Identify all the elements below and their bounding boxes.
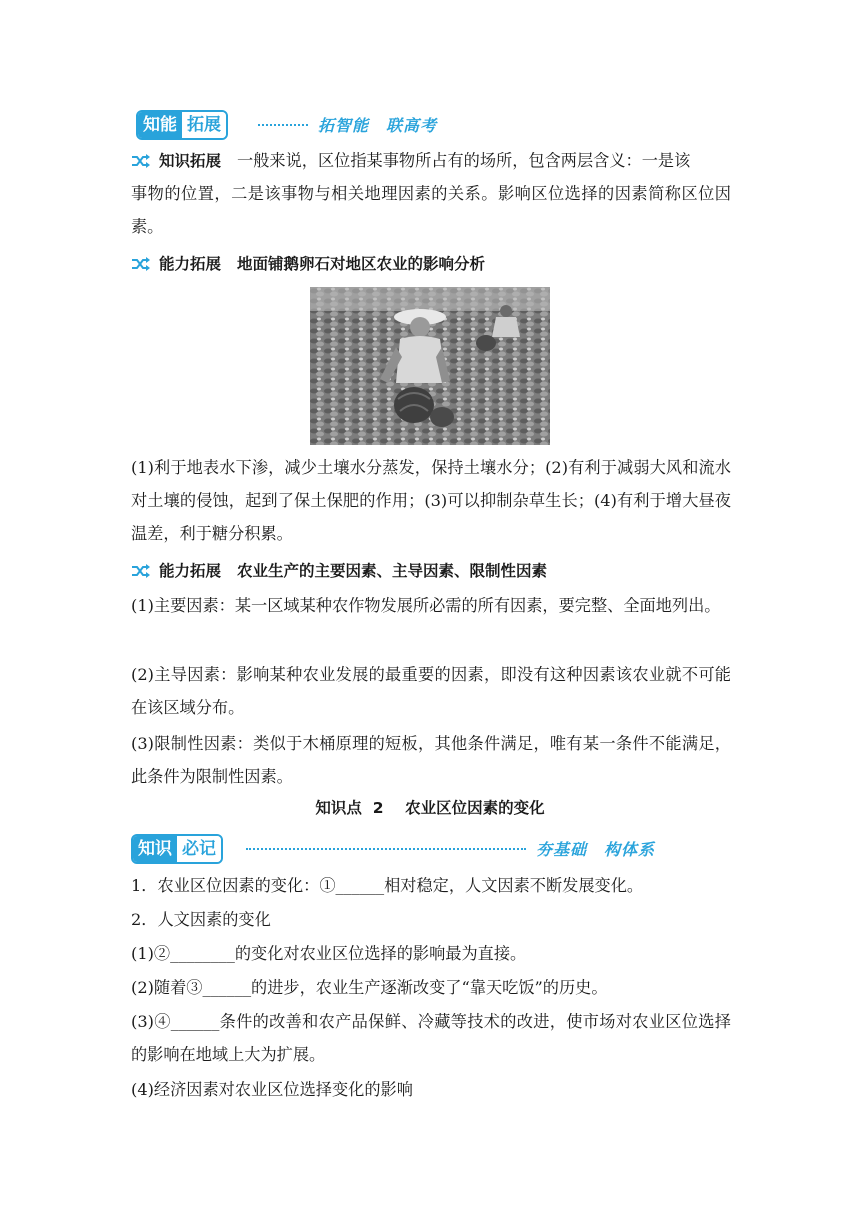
- factor-item-1: (1)主要因素：某一区域某种农作物发展所必需的所有因素，要完整、全面地列出。: [131, 596, 721, 615]
- knowledge-point-2-title: 知识点 2 农业区位因素的变化: [315, 799, 545, 817]
- dotted-divider: [258, 124, 308, 126]
- section-tagline: 夯基础 构体系: [536, 840, 656, 859]
- ability-extension-heading-2: [131, 559, 547, 583]
- ability-extension-heading-1: [131, 252, 485, 276]
- shuffle-arrow-icon: [131, 256, 151, 272]
- badge-right: 拓展: [182, 112, 226, 138]
- list-item: (1)②________的变化对农业区位选择的影响最为直接。: [131, 944, 527, 963]
- knowledge-extension-heading: [131, 149, 690, 173]
- badge-left: 知能: [138, 112, 182, 138]
- watermelon-field-photo: [310, 287, 550, 445]
- knowledge-extension-text: 一般来说，区位指某事物所占有的场所，包含两层含义：一是该: [237, 151, 691, 170]
- ability-extension-1-paragraph: (1)利于地表水下渗，减少土壤水分蒸发，保持土壤水分；(2)有利于减弱大风和流水对土壤的侵蚀，起到了保土保肥的作用；(3)可以抑制杂草生长；(4)有利于增大昼夜温差，利于糖分积累。: [131, 458, 731, 543]
- list-item: 2．人文因素的变化: [131, 910, 271, 929]
- section-badge-zhineng-tuozhan: [136, 110, 228, 140]
- ability-extension-title: 地面铺鹅卵石对地区农业的影响分析: [237, 255, 486, 273]
- section-tagline: 拓智能 联高考: [318, 116, 438, 135]
- knowledge-extension-label: 知识拓展: [159, 152, 222, 170]
- factor-item-2: (2)主导因素：影响某种农业发展的最重要的因素，即没有这种因素该农业就不可能在该区域分布。: [131, 665, 731, 717]
- knowledge-extension-continuation: 事物的位置，二是该事物与相关地理因素的关系。影响区位选择的因素简称区位因素。: [131, 184, 731, 236]
- ability-extension-label: 能力拓展: [159, 562, 222, 580]
- shuffle-arrow-icon: [131, 153, 151, 169]
- shuffle-arrow-icon: [131, 563, 151, 579]
- list-item: 1．农业区位因素的变化：①______相对稳定，人文因素不断发展变化。: [131, 876, 644, 895]
- list-item: (3)④______条件的改善和农产品保鲜、冷藏等技术的改进，使市场对农业区位选择的影响在地域上大为扩展。: [131, 1012, 731, 1064]
- ability-extension-title: 农业生产的主要因素、主导因素、限制性因素: [237, 562, 548, 580]
- section-badge-zhishi-biji: [131, 834, 223, 864]
- list-item: (4)经济因素对农业区位选择变化的影响: [131, 1080, 413, 1099]
- list-item: (2)随着③______的进步，农业生产逐渐改变了“靠天吃饭”的历史。: [131, 978, 608, 997]
- ability-extension-label: 能力拓展: [159, 255, 222, 273]
- badge-left: 知识: [133, 836, 177, 862]
- factor-item-3: (3)限制性因素：类似于木桶原理的短板，其他条件满足，唯有某一条件不能满足，此条件为限制性因素。: [131, 734, 731, 786]
- badge-right: 必记: [177, 836, 221, 862]
- dotted-divider: [246, 848, 526, 850]
